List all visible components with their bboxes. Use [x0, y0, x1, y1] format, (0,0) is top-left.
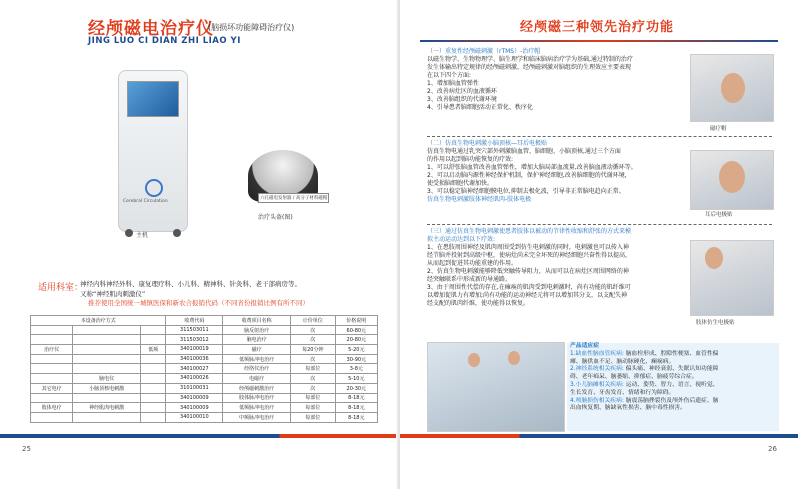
table-cell [73, 335, 141, 345]
section-1-line: 3、改善脑组织的代谢环境 [427, 96, 497, 103]
table-cell [31, 335, 73, 345]
table-cell: 311503012 [166, 335, 223, 345]
table-cell: 神经肌肉电刺激 [73, 403, 141, 413]
wheel-icon [125, 229, 133, 237]
face-icon [508, 351, 520, 365]
face-icon [719, 161, 745, 193]
table-cell: 310100031 [166, 383, 223, 393]
indication-label: 3.小儿脑瘫相关疾病: [570, 381, 624, 388]
table-cell [31, 364, 73, 374]
table-row [31, 325, 378, 335]
indication-text: 脑震荡脑挫裂伤及颅外伤后遗症、脑 [623, 397, 719, 404]
section-2-head: （二）仿真生物电刺激小脑顶核—耳后电极贴 [427, 140, 548, 147]
table-cell [73, 325, 141, 335]
photo-caption: 磁疗帽 [710, 126, 727, 132]
section-1 [427, 48, 677, 112]
indication-line [570, 390, 778, 398]
section-3-line: 2、仿真生物电刺激能够降低突触传导阻力，从而可以在病灶区周围网络的神 [427, 268, 629, 275]
section-3 [427, 228, 682, 308]
table-cell: 311503011 [166, 325, 223, 335]
table-cell: 中频脉冲电治疗 [223, 412, 291, 422]
table-header-cell: 收费项目名称 [223, 316, 291, 326]
section-2-line: 1、可以舒张脑血管改善血管弹性，增加大脑局部血流量,改善脑血液动循环等。 [427, 164, 637, 171]
table-row [31, 354, 378, 364]
table-cell: 肢体脉冲电治疗 [223, 393, 291, 403]
indication-text: 运动、姿势、智力、语言、视听觉、 [623, 381, 719, 388]
indication-text: 出血恢复期、脑缺氧性损害、脑中毒性损害。 [570, 405, 686, 412]
right-title: 经颅磁三种领先治疗功能 [520, 20, 675, 35]
table-header-cell: 收费代码 [166, 316, 223, 326]
table-cell [31, 374, 73, 384]
table-cell: 治疗仪 [31, 345, 73, 355]
section-3-line: 从而起到促进其功能重建的作用。 [427, 260, 518, 267]
device-screen [127, 81, 179, 117]
table-cell: 30-90元 [335, 354, 377, 364]
table-cell: 每20分钟 [290, 345, 335, 355]
table-cell [31, 325, 73, 335]
fee-table [30, 315, 378, 423]
table-cell: 8-18元 [335, 403, 377, 413]
table-cell [31, 393, 73, 403]
section-3-line: 以增加促肌力有增加;尚有功能的运动神经元将可以增加其分支，以支配失神 [427, 292, 628, 299]
section-3-line: 经支配的肌肉纤维，使功能得以恢复。 [427, 300, 530, 307]
dept-label: 适用科室： [38, 283, 84, 293]
indication-label: 2.神经系统相关疾病: [570, 366, 624, 373]
section-2-line: 2、可以启动脑内源性神经保护机制，保护神经细胞,改善脑细胞的代谢环境， [427, 172, 631, 179]
photo-caption: 肢体仿生电极贴 [696, 320, 735, 326]
table-cell [141, 374, 166, 384]
device-brand: Cerebral Circulation [123, 199, 168, 204]
table-cell: 次 [290, 335, 335, 345]
table-row [31, 393, 378, 403]
section-2-line: 的作用以起到脑功能恢复的疗效: [427, 156, 514, 163]
table-cell: 340100036 [166, 354, 223, 364]
title-rule [420, 40, 778, 42]
table-cell: 其它电疗 [31, 383, 73, 393]
table-cell [31, 354, 73, 364]
indication-label: 4.颅脑损伤相关疾病: [570, 397, 624, 404]
table-cell: 20-30元 [335, 383, 377, 393]
table-cell: 340100009 [166, 403, 223, 413]
section-1-line: 2、改善病灶区的血液循环 [427, 88, 497, 95]
section-1-head: （一）重复性经颅磁刺激（rTMS）-治疗帽 [427, 48, 541, 55]
right-page [399, 0, 798, 489]
table-cell: 低频脉冲电治疗 [223, 354, 291, 364]
table-cell [141, 364, 166, 374]
product-title: 经颅磁电治疗仪 [88, 19, 214, 39]
table-cell: 脑电仪 [73, 374, 141, 384]
device-caption: 主机 [136, 232, 149, 239]
table-row [31, 383, 378, 393]
table-cell [141, 403, 166, 413]
table-cell [73, 354, 141, 364]
table-cell: 60-80元 [335, 325, 377, 335]
table-cell [73, 393, 141, 403]
indication-text: 碍、老年痴呆、脑萎缩、抑郁症、脑疲劳综合症。 [570, 374, 698, 381]
table-cell [31, 412, 73, 422]
table-cell: 5-10元 [335, 374, 377, 384]
table-cell [141, 335, 166, 345]
table-header-row [31, 316, 378, 326]
table-cell: 340100009 [166, 393, 223, 403]
helmet-callout: 六孔磁电发射器 / 高分子材料磁帽 [258, 193, 329, 203]
table-cell: 经颅磁刺激治疗 [223, 383, 291, 393]
section-3-head-cont: 拟主动运动达到以下疗效: [427, 236, 496, 243]
table-cell: 8-18元 [335, 393, 377, 403]
section-1-line: 4、引导患者脑细胞活动正常化、秩序化 [427, 104, 533, 111]
indication-text: 瘫、脑供血不足、脑动脉硬化、癫痫病。 [570, 358, 675, 365]
section-3-line: 1、在患肢周围神经及肌肉周围受到仿生电刺激的同时，电刺激也可以传入神 [427, 244, 629, 251]
table-cell: 次 [290, 354, 335, 364]
section-1-line: 发生体输出特定规律的经颅磁刺激，经颅磁刺激对脑组织的生理效应主要表现 [427, 64, 632, 71]
table-cell: 低频脉冲电治疗 [223, 403, 291, 413]
indication-label: 1.缺血性脑血管疾病: [570, 350, 624, 357]
indication-text: 生长发育、牙齿发育、情绪和行为障碍。 [570, 389, 675, 396]
table-cell [73, 345, 141, 355]
indication-text: 脑血栓形成、腔隙性梗塞、血管性偏 [623, 350, 719, 357]
table-cell [73, 412, 141, 422]
section-3-line: 经突触联系中形成新的导通路。 [427, 276, 512, 283]
table-row [31, 374, 378, 384]
device-logo-icon [145, 179, 163, 197]
table-cell: 340100010 [166, 412, 223, 422]
table-cell: 脑电治疗 [223, 335, 291, 345]
table-header-cell: 价格说明 [335, 316, 377, 326]
table-cell [141, 354, 166, 364]
footer-band [400, 434, 798, 438]
photo-ear-electrode [690, 150, 774, 210]
section-2-foot: 仿真生物电刺激肢体神经肌肉-肢体电极 [427, 196, 532, 203]
table-cell [73, 364, 141, 374]
table-row [31, 345, 378, 355]
table-cell: 340100027 [166, 364, 223, 374]
table-cell: 每部位 [290, 393, 335, 403]
dept-text-alias: 又称“神经肌肉刺激仪” [80, 290, 146, 298]
indication-line [570, 374, 778, 382]
product-subtitle: (脑损坏功能障碍治疗仪) [208, 23, 295, 32]
face-icon [705, 247, 723, 269]
table-cell: 次 [290, 374, 335, 384]
photo-clinic [427, 342, 565, 432]
face-icon [468, 353, 480, 367]
table-cell [141, 325, 166, 335]
indication-line [570, 405, 778, 413]
table-cell: 每部位 [290, 364, 335, 374]
product-pinyin: JING LUO CI DIAN ZHI LIAO YI [88, 36, 241, 46]
table-cell: 5-20元 [335, 345, 377, 355]
table-header-cell: 计价单位 [290, 316, 335, 326]
table-cell: 每部位 [290, 412, 335, 422]
page-number: 25 [22, 445, 31, 453]
table-cell: 磁疗 [223, 345, 291, 355]
table-cell: 8-18元 [335, 412, 377, 422]
wheel-icon [173, 229, 181, 237]
table-cell [141, 412, 166, 422]
section-2-line: 3、可以稳定脑神经细胞膜电位,抑制去极化波，引导非正常脑电趋向正常。 [427, 188, 625, 195]
indications-title: 产品适应症 [570, 343, 599, 349]
indication-line [570, 382, 778, 390]
table-cell: 肢体电疗 [31, 403, 73, 413]
table-cell [141, 393, 166, 403]
indication-text: 偏头痛、神经衰弱、失眠认知功能障 [623, 366, 719, 373]
table-cell: 电磁疗 [223, 374, 291, 384]
section-2-line: 仿真生物电通过乳突穴部外刺激脑血管、脑细胞、小脑顶核,通过三个方面 [427, 148, 621, 155]
divider [427, 136, 772, 137]
table-cell: 20-80元 [335, 335, 377, 345]
table-row [31, 364, 378, 374]
divider [427, 224, 772, 225]
face-icon [721, 73, 745, 103]
table-cell: 340100019 [166, 345, 223, 355]
table-cell [141, 383, 166, 393]
section-3-head: （三）通过仿真生物电刺激使患者肢体以被动的节律性收缩和舒张的方式来模 [427, 228, 632, 235]
footer-band [0, 434, 399, 438]
device-image [118, 70, 188, 232]
table-cell: 低频 [141, 345, 166, 355]
indication-line [570, 351, 778, 359]
indications-text [570, 343, 778, 413]
helmet-caption: 治疗头盔(图) [258, 214, 293, 221]
section-2-line: 使受损脑细胞代谢加快。 [427, 180, 494, 187]
section-1-line: 1、增加脑血管弹性 [427, 80, 479, 87]
table-cell: 小脑顶核电刺激 [73, 383, 141, 393]
section-3-line: 3、由于周围性代偿的存在,在瘫痪的肌肉受到电刺激时，尚有功能的肌纤维可 [427, 284, 631, 291]
section-3-line: 经节脑并投射到高级中枢，使病灶尚未完全坏死的神经细胞兴奋性得以提高， [427, 252, 632, 259]
section-1-line: 在以下四个方面: [427, 72, 472, 79]
dept-text: 神经内科神经外科、康复理疗科、小儿科、精神科、针灸科、老干部病房等。 [80, 280, 301, 288]
table-row [31, 412, 378, 422]
photo-cap-patient [690, 54, 774, 122]
table-cell: 每部位 [290, 403, 335, 413]
table-cell: 3-8元 [335, 364, 377, 374]
table-cell: 次 [290, 325, 335, 335]
section-2 [427, 140, 677, 204]
photo-caption: 耳后电极贴 [705, 212, 733, 218]
table-row [31, 403, 378, 413]
table-row [31, 335, 378, 345]
table-cell: 经络仪治疗 [223, 364, 291, 374]
page-number: 26 [768, 445, 777, 453]
recommend-note: 推荐使用全国统一城镇医保和新农合报销代码（不同省份报销比例有所不同） [88, 299, 309, 307]
photo-limb-electrode [690, 240, 774, 316]
table-header-cell: 本设备治疗方式 [31, 316, 166, 326]
table-cell: 次 [290, 383, 335, 393]
section-1-line: 以磁生物学、生物物理学、脑生理学和临床脑病治疗学为基础,通过特制的治疗 [427, 56, 633, 63]
table-cell: 脑反射治疗 [223, 325, 291, 335]
table-cell: 340100026 [166, 374, 223, 384]
